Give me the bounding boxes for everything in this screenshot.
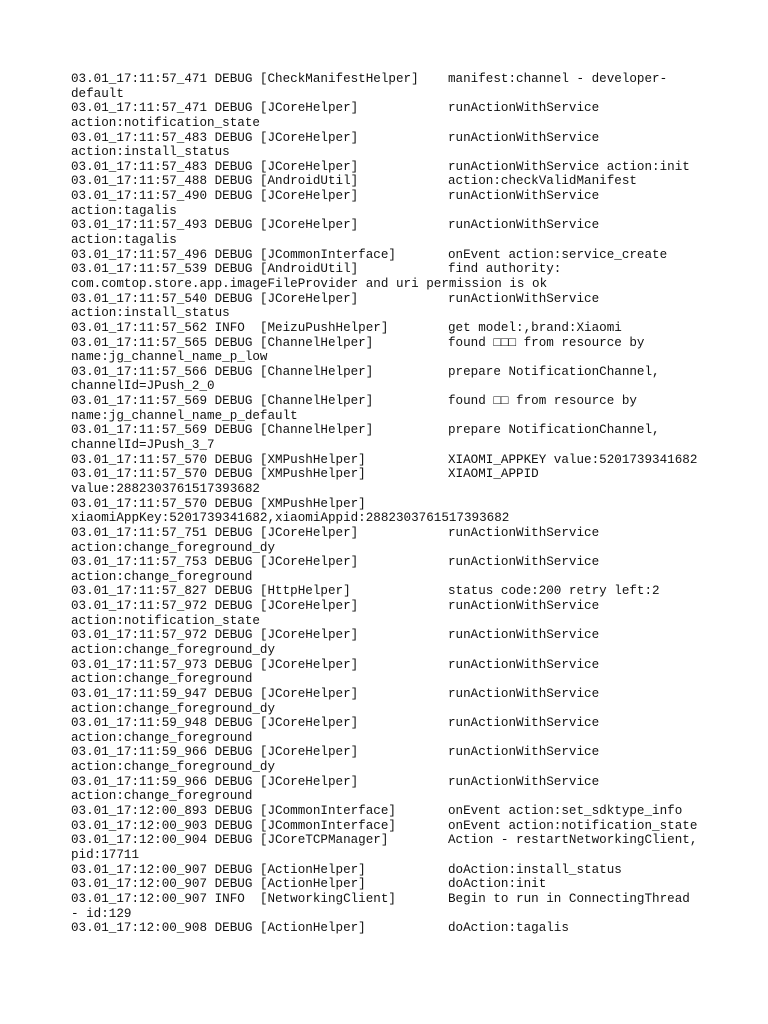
log-line [71,892,711,907]
log-line-message: prepare NotificationChannel, [448,423,660,438]
log-line-message: Begin to run in ConnectingThread [448,891,690,906]
log-line-header: 03.01_17:12:00_907 DEBUG [ActionHelper] [71,862,366,877]
log-line-continuation: value:2882303761517393682 [71,481,260,496]
log-line [71,877,711,892]
log-line-continuation: channelId=JPush_3_7 [71,438,215,453]
log-line-header: 03.01_17:11:57_972 DEBUG [JCoreHelper] [71,628,359,643]
log-line-message: runActionWithService [448,745,600,760]
log-line-message: manifest:channel - developer- [448,72,668,86]
log-line-header: 03.01_17:11:57_570 DEBUG [XMPushHelper] [71,467,366,482]
log-line [71,599,711,614]
log-line-header: 03.01_17:12:00_907 DEBUG [ActionHelper] [71,877,366,892]
log-line-message: runActionWithService [448,599,600,614]
log-line-continuation: action:notification_state [71,115,260,130]
log-line [71,321,711,336]
log-line-header: 03.01_17:11:57_751 DEBUG [JCoreHelper] [71,525,359,540]
log-line-message: runActionWithService [448,525,600,540]
log-line-continuation: com.comtop.store.app.imageFileProvider and uri permission is ok [71,276,548,291]
log-line-continuation: action:change_foreground_dy [71,540,276,555]
log-line [71,745,711,760]
log-line-continuation: name:jg_channel_name_p_low [71,350,268,365]
log-line-message: XIAOMI_APPKEY value:5201739341682 [448,452,698,467]
log-line [71,819,711,834]
log-line-message: runActionWithService [448,189,600,204]
log-line-message: runActionWithService [448,218,600,233]
log-line [71,555,711,570]
log-line-header: 03.01_17:11:57_562 INFO [MeizuPushHelper] [71,320,389,335]
log-line [71,336,711,351]
log-line [71,716,711,731]
log-line-header: 03.01_17:12:00_904 DEBUG [JCoreTCPManager] [71,833,389,848]
log-line-header: 03.01_17:11:57_569 DEBUG [ChannelHelper] [71,423,374,438]
log-line-header: 03.01_17:11:57_493 DEBUG [JCoreHelper] [71,218,359,233]
log-line [71,189,711,204]
log-line-message: runActionWithService [448,686,600,701]
log-line [71,658,711,673]
log-line [71,131,711,146]
log-line-continuation: pid:17711 [71,847,140,862]
log-line [71,584,711,599]
log-line [71,394,711,409]
log-line-continuation: xiaomiAppKey:5201739341682,xiaomiAppid:2882303761517393682 [71,511,510,526]
log-line-header: 03.01_17:11:57_827 DEBUG [HttpHelper] [71,584,351,599]
log-line-header: 03.01_17:11:57_483 DEBUG [JCoreHelper] [71,159,359,174]
log-line [71,687,711,702]
log-line-header: 03.01_17:12:00_908 DEBUG [ActionHelper] [71,921,366,936]
log-line [71,497,711,512]
log-line-continuation: default [71,86,124,101]
log-line [71,804,711,819]
log-line-message: XIAOMI_APPID [448,467,539,482]
log-line-continuation: action:notification_state [71,613,260,628]
log-text-block [71,72,711,936]
log-line-message: get model:,brand:Xiaomi [448,320,622,335]
log-line-message: runActionWithService [448,555,600,570]
log-line [71,248,711,263]
log-line-message: onEvent action:service_create [448,247,668,262]
log-line-continuation: - id:129 [71,906,132,921]
log-line-header: 03.01_17:11:57_483 DEBUG [JCoreHelper] [71,130,359,145]
log-line-continuation: action:install_status [71,145,230,160]
log-line [71,833,711,848]
log-line-continuation: action:change_foreground_dy [71,760,276,775]
log-line-header: 03.01_17:11:57_565 DEBUG [ChannelHelper] [71,335,374,350]
log-line-header: 03.01_17:11:57_488 DEBUG [AndroidUtil] [71,174,359,189]
log-line-message: runActionWithService [448,101,600,116]
log-line-message: runActionWithService [448,130,600,145]
log-line-header: 03.01_17:12:00_893 DEBUG [JCommonInterface] [71,804,396,819]
log-line-message: action:checkValidManifest [448,174,637,189]
log-line-message: found □□□ from resource by [448,335,645,350]
log-line-header: 03.01_17:12:00_903 DEBUG [JCommonInterface] [71,818,396,833]
log-line-header: 03.01_17:11:57_570 DEBUG [XMPushHelper] [71,452,366,467]
log-line-continuation: channelId=JPush_2_0 [71,379,215,394]
log-line-message: runActionWithService [448,716,600,731]
log-line [71,262,711,277]
log-line-header: 03.01_17:11:57_471 DEBUG [JCoreHelper] [71,101,359,116]
log-line-header: 03.01_17:11:57_496 DEBUG [JCommonInterface] [71,247,396,262]
log-line-continuation: action:change_foreground [71,730,253,745]
log-line-header: 03.01_17:11:57_569 DEBUG [ChannelHelper] [71,394,374,409]
log-line-header: 03.01_17:11:57_566 DEBUG [ChannelHelper] [71,364,374,379]
log-line-message: found □□ from resource by [448,394,637,409]
log-line-continuation: action:change_foreground_dy [71,642,276,657]
log-line-header: 03.01_17:11:59_966 DEBUG [JCoreHelper] [71,774,359,789]
log-line [71,423,711,438]
log-line [71,921,711,936]
log-line-header: 03.01_17:11:57_570 DEBUG [XMPushHelper] [71,496,366,511]
log-line-continuation: action:tagalis [71,203,177,218]
log-line [71,628,711,643]
log-line-continuation: action:change_foreground [71,789,253,804]
log-line [71,174,711,189]
log-line-continuation: action:change_foreground_dy [71,701,276,716]
log-line-message: doAction:init [448,877,547,892]
log-line-header: 03.01_17:11:59_948 DEBUG [JCoreHelper] [71,716,359,731]
log-line-header: 03.01_17:11:57_973 DEBUG [JCoreHelper] [71,657,359,672]
log-line [71,453,711,468]
log-line-message: doAction:tagalis [448,921,569,936]
log-line-message: Action - restartNetworkingClient, [448,833,698,848]
log-line-message: runActionWithService [448,628,600,643]
log-line-header: 03.01_17:11:59_947 DEBUG [JCoreHelper] [71,686,359,701]
log-line-header: 03.01_17:11:57_972 DEBUG [JCoreHelper] [71,599,359,614]
log-line [71,775,711,790]
log-line-header: 03.01_17:11:57_540 DEBUG [JCoreHelper] [71,291,359,306]
log-line-header: 03.01_17:12:00_907 INFO [NetworkingClient] [71,891,396,906]
log-line [71,526,711,541]
log-line-continuation: action:install_status [71,306,230,321]
log-line-header: 03.01_17:11:57_539 DEBUG [AndroidUtil] [71,262,359,277]
log-line-header: 03.01_17:11:57_471 DEBUG [CheckManifestHelper] [71,72,419,86]
log-line-message: onEvent action:notification_state [448,818,698,833]
log-line-continuation: action:change_foreground [71,569,253,584]
log-line [71,160,711,175]
log-line-continuation: name:jg_channel_name_p_default [71,408,298,423]
log-line-message: prepare NotificationChannel, [448,364,660,379]
log-line-continuation: action:change_foreground [71,672,253,687]
log-line [71,365,711,380]
log-line-header: 03.01_17:11:57_490 DEBUG [JCoreHelper] [71,189,359,204]
log-line [71,101,711,116]
log-line-message: onEvent action:set_sdktype_info [448,804,683,819]
log-line-header: 03.01_17:11:57_753 DEBUG [JCoreHelper] [71,555,359,570]
log-line-message: status code:200 retry left:2 [448,584,660,599]
log-line-message: find authority: [448,262,562,277]
log-line [71,292,711,307]
log-line-message: runActionWithService [448,774,600,789]
log-line-header: 03.01_17:11:59_966 DEBUG [JCoreHelper] [71,745,359,760]
log-line-message: runActionWithService [448,291,600,306]
log-line [71,72,711,87]
log-line-message: runActionWithService action:init [448,159,690,174]
log-line [71,467,711,482]
log-line [71,863,711,878]
log-line-message: doAction:install_status [448,862,622,877]
log-line [71,218,711,233]
log-line-continuation: action:tagalis [71,233,177,248]
log-line-message: runActionWithService [448,657,600,672]
